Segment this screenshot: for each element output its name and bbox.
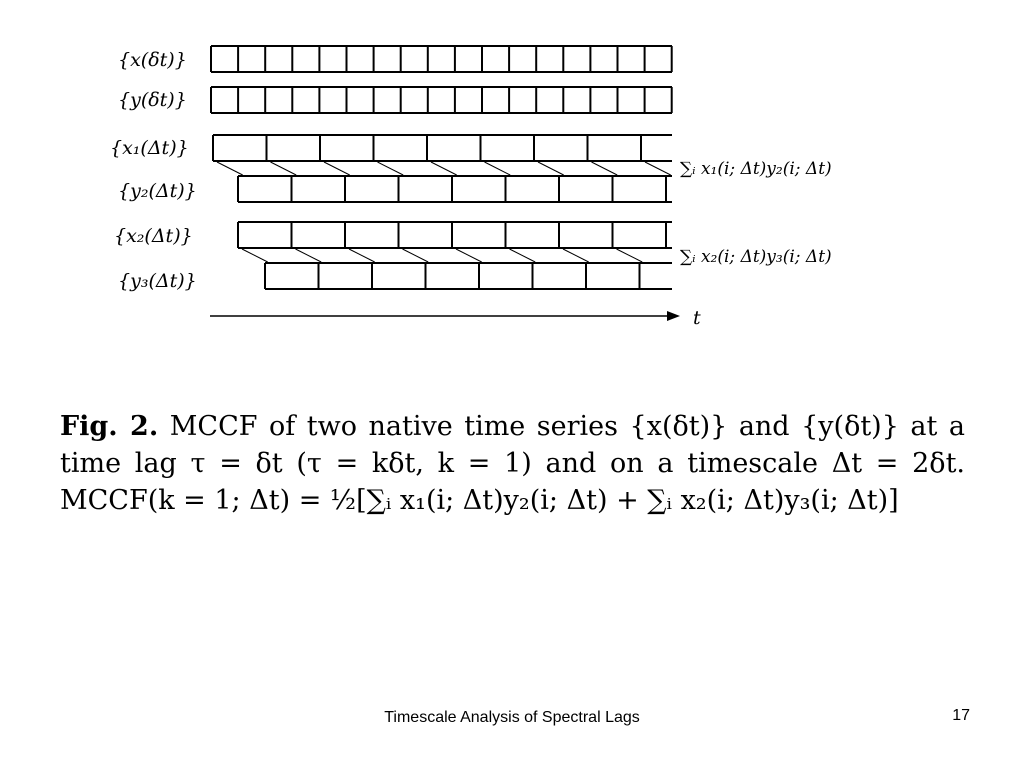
row-label-y3: {y₃(Δt)}: [118, 270, 197, 292]
row-label-x1: {x₁(Δt)}: [110, 137, 189, 159]
figure-label: Fig. 2.: [60, 411, 159, 442]
row-y2: [238, 176, 672, 202]
connector-line: [645, 162, 671, 175]
row-y3: [265, 263, 672, 289]
connector-line: [431, 162, 457, 175]
page-number: 17: [952, 707, 970, 724]
figure-caption: [60, 408, 965, 519]
sum-label-2: ∑ᵢ x₂(i; Δt)y₃(i; Δt): [680, 247, 832, 267]
row-y-native: [211, 87, 672, 113]
connector-line: [242, 249, 268, 262]
row-label-x-native: {x(δt)}: [118, 49, 187, 71]
connector-line: [324, 162, 350, 175]
row-x1: [213, 135, 672, 161]
connector-line: [456, 249, 482, 262]
connector-line: [349, 249, 375, 262]
connector-line: [563, 249, 589, 262]
connector-line: [617, 249, 643, 262]
figure-caption-text: MCCF of two native time series {x(δt)} and {y(δt)} at a time lag τ = δt (τ = kδt, k = 1) and on a timescale Δt = 2δt. MCCF(k = 1; Δt) = ½[∑ᵢ x₁(i; Δt)y₂(i; Δt) + ∑ᵢ x₂(i; Δt)y₃(i; Δt)]: [60, 411, 965, 516]
footer-title: Timescale Analysis of Spectral Lags: [384, 709, 640, 726]
connector-line: [296, 249, 322, 262]
connector-line: [378, 162, 404, 175]
sum-label-1: ∑ᵢ x₁(i; Δt)y₂(i; Δt): [680, 159, 832, 179]
row-x2: [238, 222, 672, 248]
connector-line: [592, 162, 618, 175]
connector-line: [217, 162, 243, 175]
connectors-x2-y3: [242, 249, 642, 262]
row-label-y2: {y₂(Δt)}: [118, 180, 197, 202]
connectors-x1-y2: [217, 162, 671, 175]
time-axis-label: t: [693, 307, 701, 329]
row-label-y-native: {y(δt)}: [118, 89, 187, 111]
connector-line: [271, 162, 297, 175]
connector-line: [403, 249, 429, 262]
connector-line: [510, 249, 536, 262]
row-label-x2: {x₂(Δt)}: [114, 225, 193, 247]
time-axis-arrowhead: [667, 311, 680, 321]
connector-line: [485, 162, 511, 175]
connector-line: [538, 162, 564, 175]
row-x-native: [211, 46, 672, 72]
